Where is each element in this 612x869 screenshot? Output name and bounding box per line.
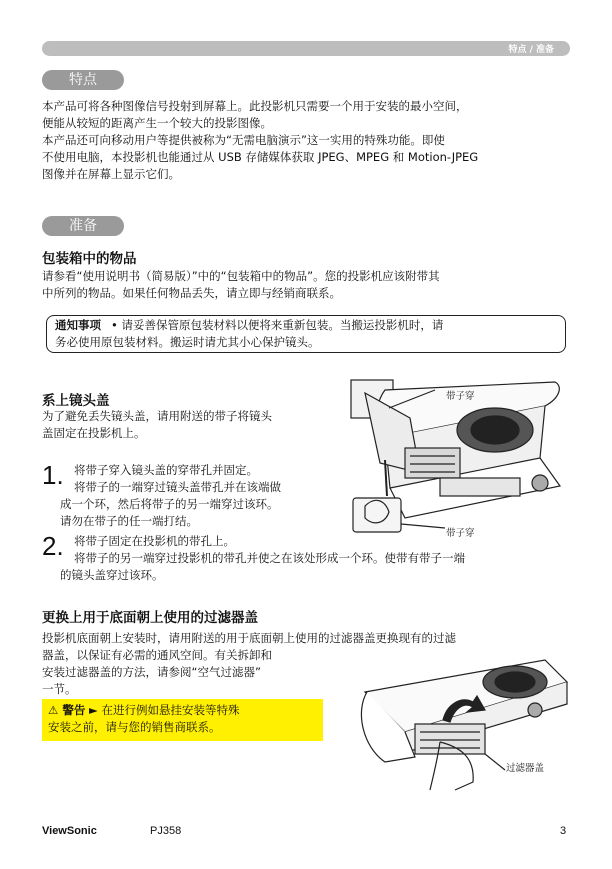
text-line: 安装过滤器盖的方法，请参阅“空气过滤器” bbox=[42, 665, 261, 679]
warning-label: ⚠ 警告 bbox=[48, 703, 86, 717]
lens-cap-heading: 系上镜头盖 bbox=[42, 393, 110, 409]
warning-line: ► 在进行例如悬挂安装等特殊 bbox=[88, 703, 240, 717]
notice-line: • 请妥善保管原包装材料以便将来重新包装。当搬运投影机时，请 bbox=[111, 318, 444, 332]
text-line: 的镜头盖穿过该环。 bbox=[60, 568, 164, 582]
header-bar bbox=[42, 41, 570, 56]
notice-line: 务必使用原包装材料。搬运时请尤其小心保护镜头。 bbox=[55, 335, 320, 349]
notice-box bbox=[46, 315, 566, 353]
text-line: 中所列的物品。如果任何物品丢失，请立即与经销商联系。 bbox=[42, 286, 341, 300]
text-line: 便能从较短的距离产生一个较大的投影图像。 bbox=[42, 116, 272, 130]
text-line: 将带子固定在投影机的带孔上。 bbox=[74, 534, 235, 548]
strap-label-bottom: 带子穿 bbox=[446, 528, 475, 539]
warning-box bbox=[42, 699, 323, 741]
text-line: 请勿在带子的任一端打结。 bbox=[60, 514, 198, 528]
contents-text bbox=[42, 268, 440, 302]
filter-heading: 更换上用于底面朝上使用的过滤器盖 bbox=[42, 610, 258, 626]
text-line: 将带子的一端穿过镜头盖带孔并在该端做 bbox=[74, 480, 281, 494]
footer-brand: ViewSonic bbox=[42, 825, 97, 837]
notice-label: 通知事项 bbox=[55, 318, 101, 332]
text-line: 盖固定在投影机上。 bbox=[42, 426, 146, 440]
text-line: 本产品还可向移动用户等提供被称为“无需电脑演示”这一实用的特殊功能。即使 bbox=[42, 133, 445, 147]
step-number: 2. bbox=[42, 531, 64, 561]
lens-cap-strap-illustration bbox=[345, 378, 570, 538]
features-text bbox=[42, 98, 478, 183]
text-line: 不使用电脑，本投影机也能通过从 USB 存储媒体获取 JPEG、MPEG 和 Motion-JPEG bbox=[42, 150, 479, 164]
text-line: 本产品可将各种图像信号投射到屏幕上。此投影机只需要一个用于安装的最小空间， bbox=[42, 99, 468, 113]
text-line: 请参看“使用说明书（简易版）”中的“包装箱中的物品”。您的投影机应该附带其 bbox=[42, 269, 440, 283]
section-pill-features: 特点 bbox=[42, 70, 124, 90]
text-line: 为了避免丢失镜头盖，请用附送的带子将镜头 bbox=[42, 409, 272, 423]
text-line: 将带子的另一端穿过投影机的带孔并使之在该处形成一个环。使带有带子一端 bbox=[74, 551, 465, 565]
text-line: 投影机底面朝上安装时，请用附送的用于底面朝上使用的过滤器盖更换现有的过滤 bbox=[42, 631, 456, 645]
footer-model: PJ358 bbox=[150, 825, 182, 837]
step1-text bbox=[60, 462, 281, 530]
text-line: 成一个环，然后将带子的另一端穿过该环。 bbox=[60, 497, 279, 511]
text-line: 器盖，以保证有必需的通风空间。有关拆卸和 bbox=[42, 648, 272, 662]
text-line: 图像并在屏幕上显示它们。 bbox=[42, 167, 180, 181]
text-line: 一节。 bbox=[42, 682, 77, 696]
text-line: 将带子穿入镜头盖的穿带孔并固定。 bbox=[74, 463, 258, 477]
step2-text bbox=[60, 533, 465, 584]
step-number: 1. bbox=[42, 460, 64, 490]
filter-cover-label: 过滤器盖 bbox=[506, 763, 545, 774]
lens-cap-intro bbox=[42, 408, 272, 442]
strap-label-top: 带子穿 bbox=[446, 391, 475, 402]
section-pill-preparation: 准备 bbox=[42, 216, 124, 236]
page-number: 3 bbox=[560, 825, 567, 837]
contents-heading: 包装箱中的物品 bbox=[42, 251, 137, 267]
breadcrumb: 特点 / 准备 bbox=[508, 45, 554, 55]
warning-line: 安装之前，请与您的销售商联系。 bbox=[48, 720, 221, 734]
